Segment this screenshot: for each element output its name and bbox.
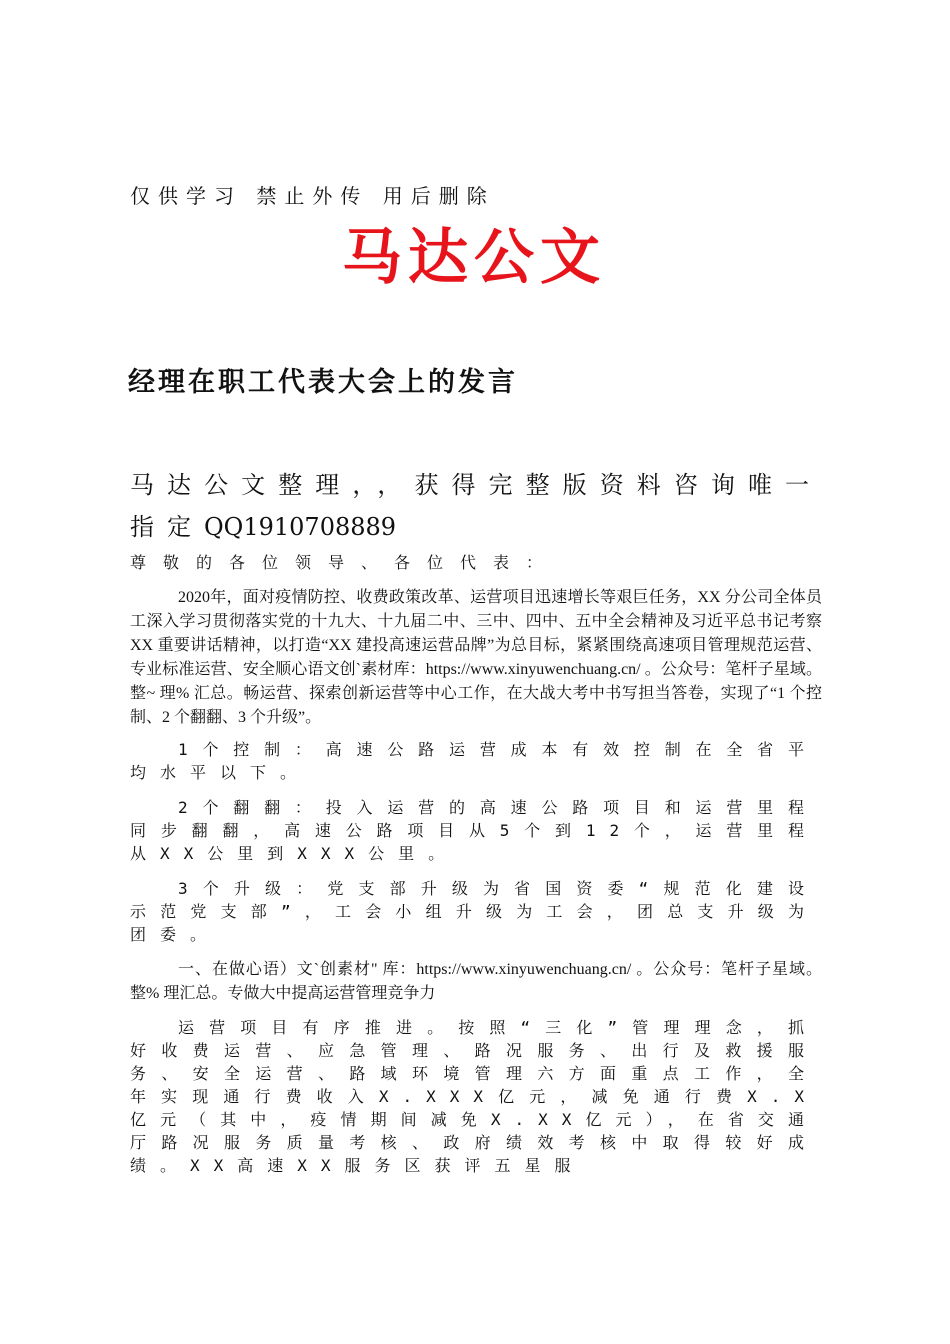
paragraph-control: 1个控制：高速公路运营成本有效控制在全省平均水平以下。 — [130, 740, 818, 782]
section-heading-one: 一、在做心语）文`创素材" 库：https://www.xinyuwenchuang.cn/ 。公众号：笔杆子星域。整% 理汇总。专做大中提高运营管理竞争力 — [130, 961, 822, 1002]
paragraph-intro: 2020年，面对疫情防控、收费政策改革、运营项目迅速增长等艰巨任务，XX 分公司全体员工深入学习贯彻落实党的十九大、十九届二中、三中、四中、五中全会精神及习近平总书记考察XX 重要讲话精神，以打造“XX 建投高速运营品牌”为总目标，紧紧围绕高速项目管理规范运营、专业标准运营、安全顺心语文创`素材库：https://www.xinyuwenchuang.cn/ 。公众号：笔杆子星域。整~ 理% 汇总。畅运营、探索创新运营等中心工作，在大战大考中书写担当答卷，实现了“1 个控制、2 个翻翻、3 个升级”。 — [130, 589, 822, 726]
brand-watermark-title: 马达公文 — [342, 223, 606, 293]
paragraph-operations: 运营项目有序推进。按照“三化”管理理念，抓好收费运营、应急管理、路况服务、出行及救援服务、安全运营、路域环境管理六方面重点工作，全年实现通行费收入X.XXX亿元，减免通行费X.X亿元（其中，疫情期间减免X.XX亿元），在省交通厅路况服务质量考核、政府绩效考核中取得较好成绩。XX高速XX服务区获评五星服 — [130, 1018, 818, 1175]
usage-notice: 仅供学习 禁止外传 用后删除 — [130, 184, 495, 208]
lead-contact-line — [130, 464, 822, 548]
lead-text: 马达公文整理，，获得完整版资料咨询唯一指定 — [130, 471, 822, 541]
document-title: 经理在职工代表大会上的发言 — [128, 367, 518, 398]
paragraph-doubling: 2个翻翻：投入运营的高速公路项目和运营里程同步翻翻，高速公路项目从5个到12个，运营里程从XX公里到XXX公里。 — [130, 798, 818, 863]
paragraph-upgrade: 3个升级：党支部升级为省国资委“规范化建设示范党支部”，工会小组升级为工会，团总支升级为团委。 — [130, 879, 818, 944]
salutation: 尊敬的各位领导、各位代表： — [130, 553, 560, 572]
lead-qq-number: QQ1910708889 — [204, 513, 397, 541]
